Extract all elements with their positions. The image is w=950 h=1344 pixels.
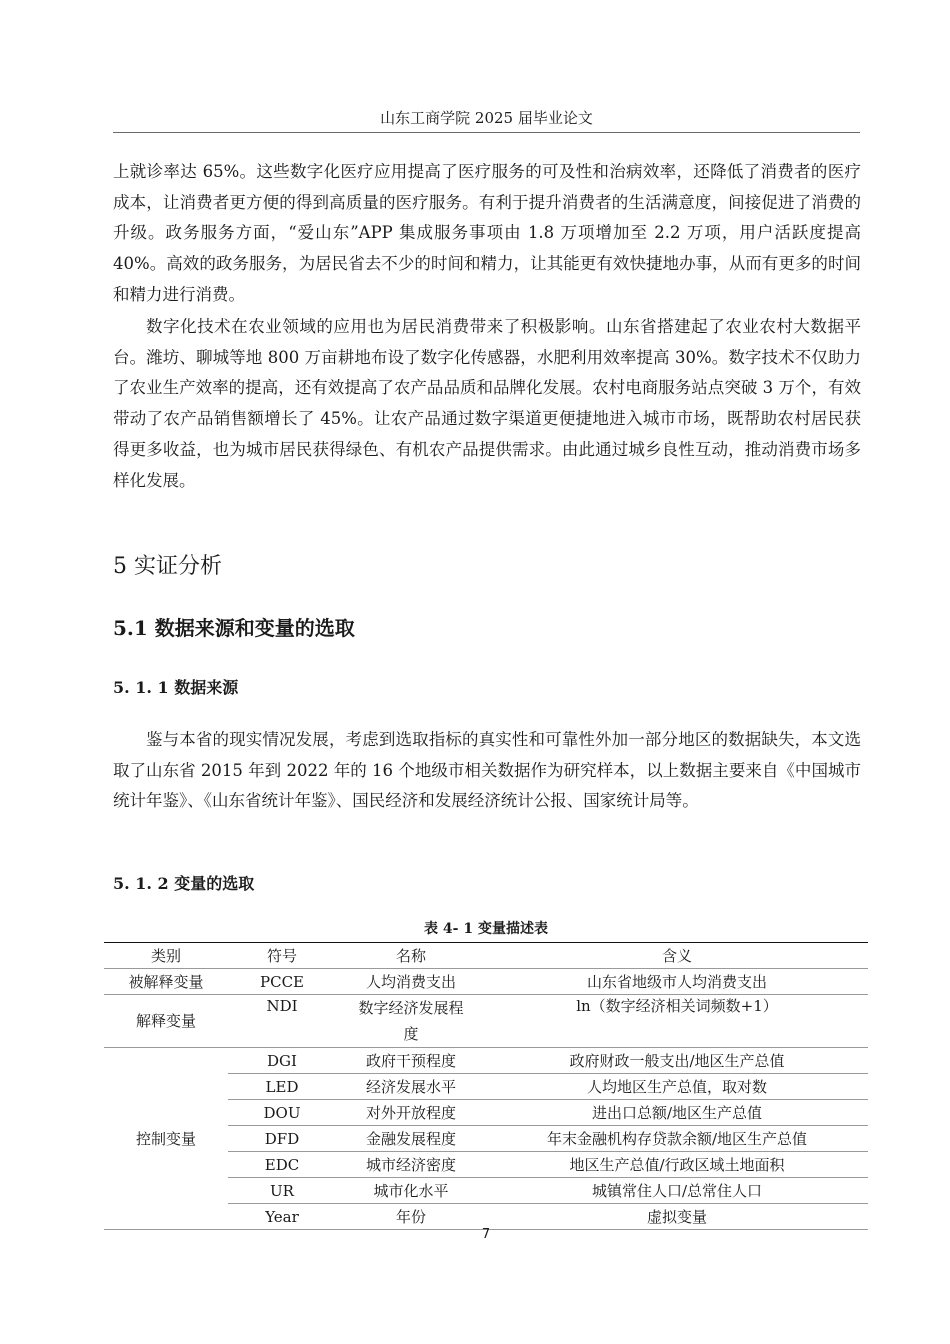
category-cell: 解释变量	[104, 995, 228, 1048]
symbol-cell: NDI	[228, 995, 336, 1048]
section-title-5-1: 5.1 数据来源和变量的选取	[113, 616, 355, 640]
header-name: 名称	[336, 943, 486, 969]
subsection-title-5-1-2: 5. 1. 2 变量的选取	[113, 874, 255, 893]
body-paragraph-2: 数字化技术在农业领域的应用也为居民消费带来了积极影响。山东省搭建起了农业农村大数据平台。潍坊、聊城等地 800 万亩耕地布设了数字化传感器，水肥利用效率提高 30%。数字技术不仅助力了农业生产效率的提高，还有效提高了农产品品质和品牌化发展。农村电商服务站点突破 3 万个，有效带动了农产品销售额增长了 45%。让农产品通过数字渠道更便捷地进入城市市场，既帮助农村居民获得更多收益，也为城市居民获得绿色、有机农产品提供需求。由此通过城乡良性互动，推动消费市场多样化发展。	[113, 317, 861, 490]
category-cell: 被解释变量	[104, 969, 228, 995]
data-source-paragraph: 鉴与本省的现实情况发展，考虑到选取指标的真实性和可靠性外加一部分地区的数据缺失，本文选取了山东省 2015 年到 2022 年的 16 个地级市相关数据作为研究样本，以上数据主要来自《中国城市统计年鉴》、《山东省统计年鉴》、国民经济和发展经济统计公报、国家统计局等。	[113, 730, 861, 811]
category-cell: 控制变量	[104, 1048, 228, 1230]
table-row	[104, 1048, 868, 1074]
name-cell: 年份	[336, 1204, 486, 1230]
symbol-cell: Year	[228, 1204, 336, 1230]
symbol-cell: UR	[228, 1178, 336, 1204]
meaning-cell: 地区生产总值/行政区域土地面积	[486, 1152, 868, 1178]
symbol-cell: EDC	[228, 1152, 336, 1178]
symbol-cell: DFD	[228, 1126, 336, 1152]
name-cell: 金融发展程度	[336, 1126, 486, 1152]
name-cell: 人均消费支出	[336, 969, 486, 995]
symbol-cell: LED	[228, 1074, 336, 1100]
symbol-cell: DGI	[228, 1048, 336, 1074]
table-row	[104, 969, 868, 995]
meaning-cell: 山东省地级市人均消费支出	[486, 969, 868, 995]
header-meaning: 含义	[486, 943, 868, 969]
symbol-cell: PCCE	[228, 969, 336, 995]
header-category: 类别	[104, 943, 228, 969]
table-header-row	[104, 943, 868, 969]
meaning-cell: 虚拟变量	[486, 1204, 868, 1230]
symbol-cell: DOU	[228, 1100, 336, 1126]
meaning-cell: 年末金融机构存贷款余额/地区生产总值	[486, 1126, 868, 1152]
name-cell: 对外开放程度	[336, 1100, 486, 1126]
table-caption: 表 4- 1 变量描述表	[424, 921, 548, 937]
body-paragraph-1: 上就诊率达 65%。这些数字化医疗应用提高了医疗服务的可及性和治病效率，还降低了消费者的医疗成本，让消费者更方便的得到高质量的医疗服务。有利于提升消费者的生活满意度，间接促进了消费的升级。政务服务方面，“爱山东”APP 集成服务事项由 1.8 万项增加至 2.2 万项，用户活跃度提高 40%。高效的政务服务，为居民省去不少的时间和精力，让其能更有效快捷地办事，从而有更多的时间和精力进行消费。	[113, 162, 861, 304]
meaning-cell: 政府财政一般支出/地区生产总值	[486, 1048, 868, 1074]
name-cell: 数字经济发展程度	[336, 995, 486, 1048]
name-cell: 经济发展水平	[336, 1074, 486, 1100]
chapter-title: 5 实证分析	[113, 554, 222, 579]
header-symbol: 符号	[228, 943, 336, 969]
subsection-title-5-1-1: 5. 1. 1 数据来源	[113, 678, 239, 697]
meaning-cell: 人均地区生产总值，取对数	[486, 1074, 868, 1100]
table-row	[104, 995, 868, 1048]
header-rule	[113, 132, 860, 133]
name-cell: 政府干预程度	[336, 1048, 486, 1074]
meaning-cell: 进出口总额/地区生产总值	[486, 1100, 868, 1126]
name-cell: 城市化水平	[336, 1178, 486, 1204]
name-cell: 城市经济密度	[336, 1152, 486, 1178]
meaning-cell: ln（数字经济相关词频数+1）	[486, 995, 868, 1048]
variable-description-table	[104, 942, 868, 1230]
running-header: 山东工商学院 2025 届毕业论文	[380, 109, 593, 127]
page-number: 7	[481, 1227, 491, 1242]
meaning-cell: 城镇常住人口/总常住人口	[486, 1178, 868, 1204]
